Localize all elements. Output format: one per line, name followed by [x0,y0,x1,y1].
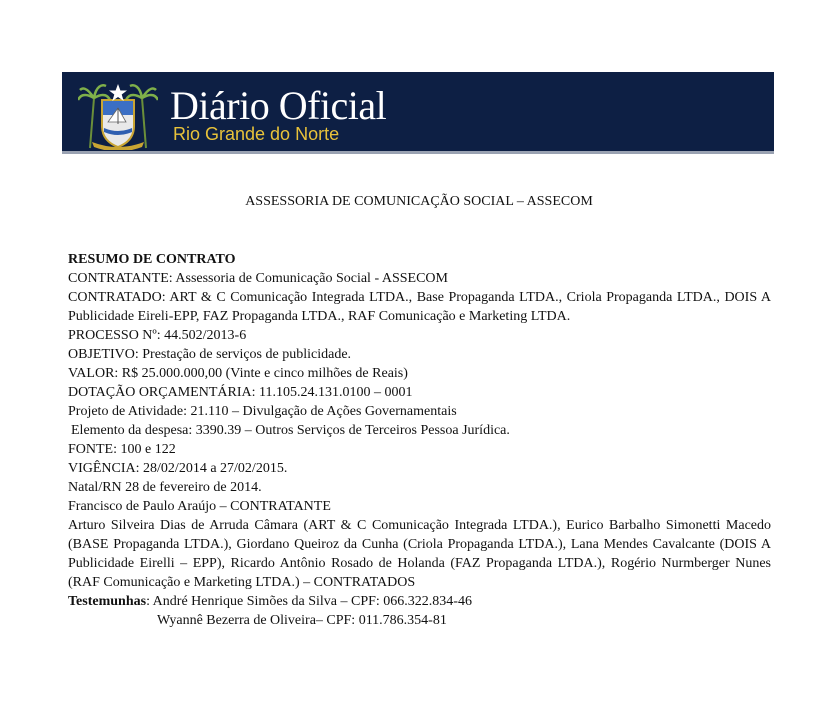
elemento-line: Elemento da despesa: 3390.39 – Outros Serviços de Terceiros Pessoa Jurídica. [71,423,510,438]
valor-line: VALOR: R$ 25.000.000,00 (Vinte e cinco milhões de Reais) [68,366,408,381]
fonte-line: FONTE: 100 e 122 [68,442,176,457]
contract-title: RESUMO DE CONTRATO [68,252,236,267]
vigencia-line: VIGÊNCIA: 28/02/2014 a 27/02/2015. [68,461,288,476]
signatarios-contratados: Arturo Silveira Dias de Arruda Câmara (ART & C Comunicação Integrada LTDA.), Eurico Barbalho Simonetti Macedo (BASE Propaganda LTDA.), Giordano Queiroz da Cunha (Criola Propaganda LTDA.), Lana Mendes Cavalcante (DOIS A Publicidade Eirelli – EPP), Ricardo Antônio Rosado de Holanda (FAZ Propaganda LTDA.), Rogério Nurmberger Nunes (RAF Comunicação e Marketing LTDA.) – CONTRATADOS [68,518,771,590]
testemunha-2: Wyannê Bezerra de Oliveira– CPF: 011.786.354-81 [157,613,447,628]
state-coat-of-arms-icon [78,78,158,150]
dotacao-line: DOTAÇÃO ORÇAMENTÁRIA: 11.105.24.131.0100 – 0001 [68,385,413,400]
processo-line: PROCESSO Nº: 44.502/2013-6 [68,328,247,343]
brand-title: Diário Oficial [170,83,387,128]
testemunha-1: : André Henrique Simões da Silva – CPF: 066.322.834-46 [146,594,472,609]
projeto-line: Projeto de Atividade: 21.110 – Divulgação de Ações Governamentais [68,404,457,419]
local-data-line: Natal/RN 28 de fevereiro de 2014. [68,480,262,495]
contratado-line: CONTRATADO: ART & C Comunicação Integrada LTDA., Base Propaganda LTDA., Criola Propaganda LTDA., DOIS A Publicidade Eireli-EPP, FAZ Propaganda LTDA., RAF Comunicação e Marketing LTDA. [68,290,771,324]
objetivo-line: OBJETIVO: Prestação de serviços de publicidade. [68,347,352,362]
testemunha-1-line [68,592,771,611]
brand-subtitle: Rio Grande do Norte [173,124,340,144]
testemunhas-label: Testemunhas [68,594,147,609]
header-banner [62,72,774,154]
signatario-contratante: Francisco de Paulo Araújo – CONTRATANTE [68,499,331,514]
contratante-line: CONTRATANTE: Assessoria de Comunicação Social - ASSECOM [68,271,448,286]
section-heading: ASSESSORIA DE COMUNICAÇÃO SOCIAL – ASSECOM [245,194,593,209]
contract-summary [68,250,771,630]
